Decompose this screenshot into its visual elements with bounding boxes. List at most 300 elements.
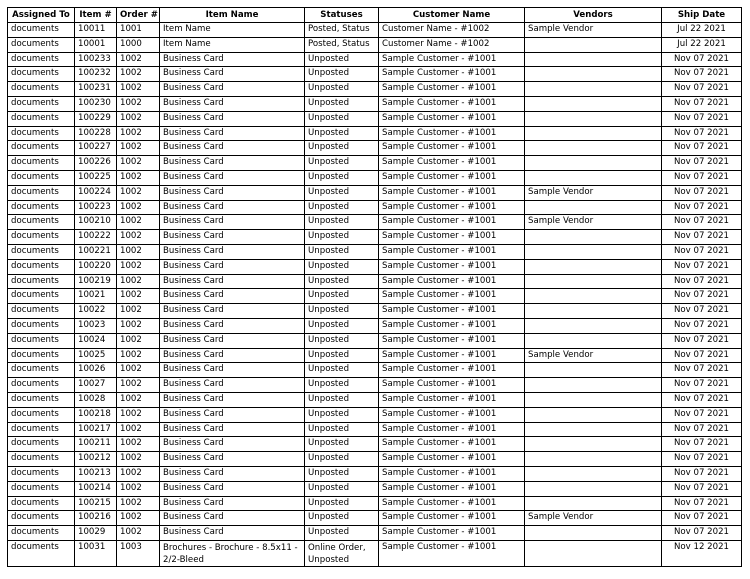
cell-item-name: Business Card [160,363,305,378]
cell-statuses: Unposted [305,244,379,259]
cell-item-number: 10025 [75,348,117,363]
cell-statuses: Unposted [305,259,379,274]
cell-vendors [525,244,662,259]
cell-customer-name: Sample Customer - #1001 [379,96,525,111]
cell-item-name: Business Card [160,392,305,407]
cell-item-number: 100221 [75,244,117,259]
cell-vendors: Sample Vendor [525,185,662,200]
table-row [8,111,742,126]
table-row [8,82,742,97]
cell-ship-date: Nov 07 2021 [662,156,742,171]
cell-item-number: 10029 [75,526,117,541]
cell-ship-date: Nov 07 2021 [662,259,742,274]
cell-customer-name: Sample Customer - #1001 [379,437,525,452]
cell-item-number: 100233 [75,52,117,67]
cell-assigned-to: documents [8,96,75,111]
cell-item-number: 100223 [75,200,117,215]
cell-statuses: Unposted [305,304,379,319]
cell-assigned-to: documents [8,141,75,156]
cell-item-name: Business Card [160,52,305,67]
cell-item-name: Item Name [160,37,305,52]
cell-statuses: Unposted [305,156,379,171]
cell-customer-name: Sample Customer - #1001 [379,156,525,171]
cell-ship-date: Nov 07 2021 [662,363,742,378]
column-header-customer-name: Customer Name [379,8,525,23]
cell-assigned-to: documents [8,67,75,82]
cell-statuses: Unposted [305,230,379,245]
table-row [8,481,742,496]
cell-item-number: 100226 [75,156,117,171]
cell-order-number: 1002 [117,111,160,126]
cell-vendors [525,466,662,481]
cell-vendors [525,200,662,215]
cell-vendors [525,156,662,171]
column-header-statuses: Statuses [305,8,379,23]
cell-item-name: Business Card [160,496,305,511]
table-row [8,437,742,452]
table-row [8,259,742,274]
cell-ship-date: Nov 07 2021 [662,407,742,422]
column-header-vendors: Vendors [525,8,662,23]
cell-statuses: Unposted [305,333,379,348]
cell-item-number: 10028 [75,392,117,407]
cell-assigned-to: documents [8,52,75,67]
column-header-item-number: Item # [75,8,117,23]
cell-item-name: Business Card [160,200,305,215]
cell-item-name: Business Card [160,348,305,363]
cell-order-number: 1002 [117,304,160,319]
cell-statuses: Unposted [305,378,379,393]
cell-customer-name: Sample Customer - #1001 [379,304,525,319]
cell-ship-date: Nov 07 2021 [662,185,742,200]
cell-item-name: Business Card [160,407,305,422]
cell-statuses: Unposted [305,289,379,304]
cell-vendors: Sample Vendor [525,511,662,526]
cell-order-number: 1002 [117,422,160,437]
cell-statuses: Unposted [305,274,379,289]
cell-order-number: 1002 [117,170,160,185]
cell-statuses: Unposted [305,407,379,422]
cell-statuses: Unposted [305,481,379,496]
cell-item-number: 100225 [75,170,117,185]
cell-item-number: 100212 [75,452,117,467]
cell-assigned-to: documents [8,437,75,452]
cell-item-number: 10024 [75,333,117,348]
cell-vendors [525,111,662,126]
cell-vendors [525,96,662,111]
cell-ship-date: Nov 07 2021 [662,289,742,304]
cell-order-number: 1002 [117,185,160,200]
cell-item-number: 100211 [75,437,117,452]
cell-assigned-to: documents [8,496,75,511]
cell-ship-date: Nov 07 2021 [662,96,742,111]
table-row [8,333,742,348]
cell-customer-name: Sample Customer - #1001 [379,230,525,245]
column-header-item-name: Item Name [160,8,305,23]
cell-item-name: Brochures - Brochure - 8.5x11 - 2/2-Bleed [160,540,305,566]
cell-item-number: 100217 [75,422,117,437]
table-row [8,141,742,156]
cell-item-name: Business Card [160,378,305,393]
cell-ship-date: Nov 07 2021 [662,466,742,481]
cell-statuses: Unposted [305,215,379,230]
cell-assigned-to: documents [8,126,75,141]
cell-ship-date: Nov 07 2021 [662,452,742,467]
cell-item-number: 10023 [75,318,117,333]
cell-ship-date: Nov 07 2021 [662,526,742,541]
cell-statuses: Unposted [305,526,379,541]
cell-item-name: Business Card [160,422,305,437]
cell-customer-name: Sample Customer - #1001 [379,348,525,363]
cell-order-number: 1002 [117,141,160,156]
cell-statuses: Unposted [305,363,379,378]
table-row [8,200,742,215]
cell-customer-name: Sample Customer - #1001 [379,466,525,481]
cell-statuses: Unposted [305,318,379,333]
cell-customer-name: Sample Customer - #1001 [379,200,525,215]
table-row [8,378,742,393]
cell-statuses: Unposted [305,437,379,452]
cell-customer-name: Sample Customer - #1001 [379,244,525,259]
table-row [8,230,742,245]
table-row [8,289,742,304]
cell-order-number: 1002 [117,496,160,511]
cell-item-number: 100231 [75,82,117,97]
cell-customer-name: Sample Customer - #1001 [379,392,525,407]
cell-ship-date: Nov 07 2021 [662,52,742,67]
cell-customer-name: Sample Customer - #1001 [379,259,525,274]
cell-assigned-to: documents [8,511,75,526]
cell-vendors [525,333,662,348]
cell-vendors [525,378,662,393]
cell-customer-name: Sample Customer - #1001 [379,274,525,289]
cell-assigned-to: documents [8,333,75,348]
cell-order-number: 1002 [117,363,160,378]
cell-ship-date: Nov 07 2021 [662,170,742,185]
cell-order-number: 1002 [117,407,160,422]
cell-statuses: Unposted [305,348,379,363]
table-row [8,526,742,541]
cell-order-number: 1002 [117,52,160,67]
cell-statuses: Unposted [305,111,379,126]
items-table [7,7,742,567]
cell-order-number: 1002 [117,67,160,82]
cell-assigned-to: documents [8,82,75,97]
cell-statuses: Unposted [305,422,379,437]
table-row [8,274,742,289]
column-header-assigned-to: Assigned To [8,8,75,23]
cell-assigned-to: documents [8,540,75,566]
cell-customer-name: Customer Name - #1002 [379,23,525,38]
cell-assigned-to: documents [8,170,75,185]
cell-ship-date: Nov 07 2021 [662,348,742,363]
cell-assigned-to: documents [8,215,75,230]
cell-item-name: Business Card [160,244,305,259]
cell-customer-name: Sample Customer - #1001 [379,111,525,126]
cell-item-name: Business Card [160,82,305,97]
table-row [8,23,742,38]
cell-item-number: 100218 [75,407,117,422]
cell-item-name: Business Card [160,452,305,467]
cell-item-name: Business Card [160,141,305,156]
cell-statuses: Unposted [305,392,379,407]
cell-customer-name: Sample Customer - #1001 [379,52,525,67]
table-row [8,67,742,82]
cell-assigned-to: documents [8,466,75,481]
cell-customer-name: Sample Customer - #1001 [379,318,525,333]
cell-item-number: 10026 [75,363,117,378]
table-row [8,215,742,230]
cell-item-number: 100216 [75,511,117,526]
table-row [8,96,742,111]
cell-statuses: Unposted [305,200,379,215]
table-row [8,496,742,511]
cell-vendors [525,37,662,52]
cell-statuses: Unposted [305,126,379,141]
cell-customer-name: Sample Customer - #1001 [379,481,525,496]
cell-order-number: 1002 [117,318,160,333]
cell-item-name: Business Card [160,111,305,126]
cell-item-name: Business Card [160,259,305,274]
table-row [8,170,742,185]
cell-customer-name: Sample Customer - #1001 [379,170,525,185]
cell-vendors: Sample Vendor [525,215,662,230]
cell-ship-date: Nov 07 2021 [662,244,742,259]
cell-item-name: Item Name [160,23,305,38]
cell-item-number: 100220 [75,259,117,274]
cell-order-number: 1002 [117,333,160,348]
cell-ship-date: Nov 07 2021 [662,67,742,82]
cell-assigned-to: documents [8,452,75,467]
cell-item-number: 100210 [75,215,117,230]
cell-vendors [525,363,662,378]
cell-item-number: 100229 [75,111,117,126]
cell-vendors [525,496,662,511]
cell-item-name: Business Card [160,170,305,185]
table-row [8,185,742,200]
cell-statuses: Unposted [305,466,379,481]
table-row [8,452,742,467]
cell-vendors [525,230,662,245]
cell-order-number: 1002 [117,511,160,526]
cell-item-name: Business Card [160,96,305,111]
cell-ship-date: Nov 07 2021 [662,141,742,156]
cell-item-number: 100215 [75,496,117,511]
cell-customer-name: Sample Customer - #1001 [379,126,525,141]
cell-vendors: Sample Vendor [525,23,662,38]
table-row [8,466,742,481]
cell-vendors [525,481,662,496]
cell-ship-date: Nov 07 2021 [662,437,742,452]
cell-item-name: Business Card [160,185,305,200]
cell-vendors [525,452,662,467]
cell-item-name: Business Card [160,318,305,333]
table-row [8,126,742,141]
cell-customer-name: Sample Customer - #1001 [379,378,525,393]
cell-item-number: 100230 [75,96,117,111]
cell-ship-date: Nov 07 2021 [662,215,742,230]
cell-ship-date: Nov 07 2021 [662,511,742,526]
cell-assigned-to: documents [8,200,75,215]
cell-vendors [525,304,662,319]
cell-assigned-to: documents [8,526,75,541]
cell-item-name: Business Card [160,126,305,141]
cell-ship-date: Nov 07 2021 [662,392,742,407]
cell-assigned-to: documents [8,156,75,171]
cell-item-name: Business Card [160,156,305,171]
cell-customer-name: Sample Customer - #1001 [379,141,525,156]
cell-item-name: Business Card [160,304,305,319]
cell-item-number: 100219 [75,274,117,289]
cell-assigned-to: documents [8,363,75,378]
table-row [8,540,742,566]
cell-assigned-to: documents [8,23,75,38]
table-row [8,348,742,363]
cell-customer-name: Sample Customer - #1001 [379,540,525,566]
cell-order-number: 1002 [117,259,160,274]
table-row [8,363,742,378]
cell-customer-name: Sample Customer - #1001 [379,511,525,526]
cell-ship-date: Nov 07 2021 [662,126,742,141]
cell-item-name: Business Card [160,274,305,289]
cell-order-number: 1002 [117,481,160,496]
cell-assigned-to: documents [8,111,75,126]
cell-customer-name: Sample Customer - #1001 [379,407,525,422]
cell-assigned-to: documents [8,37,75,52]
cell-statuses: Unposted [305,67,379,82]
table-row [8,52,742,67]
cell-assigned-to: documents [8,230,75,245]
cell-assigned-to: documents [8,378,75,393]
cell-order-number: 1002 [117,215,160,230]
cell-item-number: 10031 [75,540,117,566]
cell-item-name: Business Card [160,289,305,304]
cell-order-number: 1002 [117,82,160,97]
cell-vendors [525,289,662,304]
cell-statuses: Unposted [305,170,379,185]
cell-vendors [525,540,662,566]
cell-item-number: 10001 [75,37,117,52]
cell-vendors [525,170,662,185]
cell-vendors [525,407,662,422]
cell-vendors [525,126,662,141]
cell-vendors [525,526,662,541]
table-body [8,23,742,567]
cell-item-name: Business Card [160,437,305,452]
cell-statuses: Unposted [305,185,379,200]
column-header-order-number: Order # [117,8,160,23]
cell-customer-name: Sample Customer - #1001 [379,496,525,511]
cell-order-number: 1002 [117,452,160,467]
cell-ship-date: Nov 07 2021 [662,333,742,348]
cell-assigned-to: documents [8,244,75,259]
cell-ship-date: Nov 07 2021 [662,378,742,393]
cell-ship-date: Jul 22 2021 [662,23,742,38]
cell-item-number: 100214 [75,481,117,496]
cell-assigned-to: documents [8,348,75,363]
cell-item-number: 10021 [75,289,117,304]
cell-statuses: Posted, Status [305,37,379,52]
cell-statuses: Unposted [305,511,379,526]
cell-vendors [525,82,662,97]
table-row [8,422,742,437]
cell-order-number: 1002 [117,244,160,259]
table-row [8,318,742,333]
cell-ship-date: Nov 07 2021 [662,274,742,289]
cell-order-number: 1002 [117,526,160,541]
table-row [8,511,742,526]
cell-ship-date: Nov 07 2021 [662,304,742,319]
cell-ship-date: Nov 07 2021 [662,496,742,511]
cell-item-number: 10011 [75,23,117,38]
cell-item-number: 100232 [75,67,117,82]
cell-statuses: Online Order, Unposted [305,540,379,566]
cell-customer-name: Sample Customer - #1001 [379,452,525,467]
table-header-row [8,8,742,23]
cell-order-number: 1000 [117,37,160,52]
cell-item-number: 100224 [75,185,117,200]
cell-item-number: 100227 [75,141,117,156]
cell-order-number: 1002 [117,126,160,141]
cell-item-name: Business Card [160,481,305,496]
cell-customer-name: Sample Customer - #1001 [379,289,525,304]
cell-order-number: 1002 [117,437,160,452]
cell-assigned-to: documents [8,481,75,496]
cell-item-name: Business Card [160,215,305,230]
cell-statuses: Unposted [305,452,379,467]
cell-item-name: Business Card [160,511,305,526]
cell-order-number: 1002 [117,466,160,481]
cell-assigned-to: documents [8,259,75,274]
cell-ship-date: Nov 07 2021 [662,230,742,245]
table-row [8,392,742,407]
cell-customer-name: Sample Customer - #1001 [379,422,525,437]
cell-assigned-to: documents [8,392,75,407]
cell-item-name: Business Card [160,67,305,82]
cell-item-name: Business Card [160,333,305,348]
cell-ship-date: Nov 07 2021 [662,481,742,496]
cell-ship-date: Nov 07 2021 [662,111,742,126]
cell-order-number: 1002 [117,348,160,363]
cell-assigned-to: documents [8,274,75,289]
cell-ship-date: Nov 07 2021 [662,200,742,215]
cell-order-number: 1002 [117,156,160,171]
cell-order-number: 1002 [117,230,160,245]
cell-order-number: 1002 [117,378,160,393]
cell-item-number: 100228 [75,126,117,141]
cell-order-number: 1002 [117,96,160,111]
cell-assigned-to: documents [8,407,75,422]
table-row [8,304,742,319]
cell-vendors [525,52,662,67]
cell-item-number: 100222 [75,230,117,245]
cell-customer-name: Sample Customer - #1001 [379,185,525,200]
cell-ship-date: Nov 07 2021 [662,82,742,97]
cell-assigned-to: documents [8,318,75,333]
cell-order-number: 1002 [117,392,160,407]
cell-vendors: Sample Vendor [525,348,662,363]
cell-statuses: Unposted [305,141,379,156]
cell-item-name: Business Card [160,466,305,481]
cell-customer-name: Sample Customer - #1001 [379,82,525,97]
cell-vendors [525,318,662,333]
cell-order-number: 1002 [117,289,160,304]
table-row [8,244,742,259]
cell-customer-name: Sample Customer - #1001 [379,363,525,378]
cell-statuses: Posted, Status [305,23,379,38]
cell-item-number: 10022 [75,304,117,319]
column-header-ship-date: Ship Date [662,8,742,23]
